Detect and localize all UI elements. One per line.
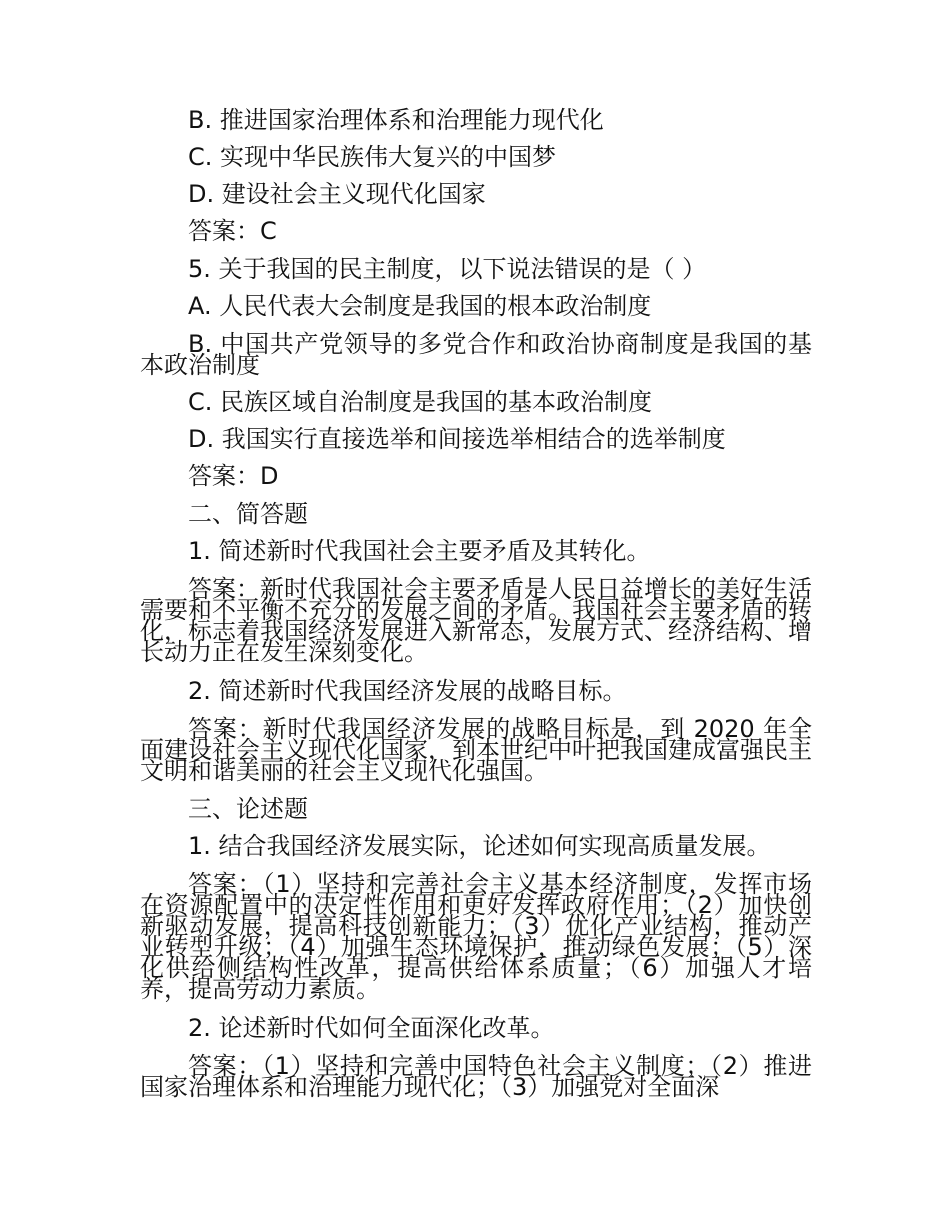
essay-question-2: 2. 论述新时代如何全面深化改革。 [188,1014,555,1042]
short-answer-question-2: 2. 简述新时代我国经济发展的战略目标。 [188,677,627,705]
question-5-option-d: D. 我国实行直接选举和间接选举相结合的选举制度 [188,425,726,453]
short-answer-heading: 二、简答题 [188,500,308,528]
essay-answer-1: 答案：（1）坚持和完善社会主义基本经济制度，发挥市场在资源配置中的决定性作用和更好发挥政府作用；（2）加快创新驱动发展，提高科技创新能力；（3）优化产业结构，推动产业转型升级；（4）加强生态环境保护，推动绿色发展；（5）深化供给侧结构性改革，提高供给体系质量；（6）加强人才培养，提高劳动力素质。 [140,870,812,1003]
essay-heading: 三、论述题 [188,795,308,823]
option-c: C. 实现中华民族伟大复兴的中国梦 [188,143,557,171]
short-answer-answer-1: 答案：新时代我国社会主要矛盾是人民日益增长的美好生活需要和不平衡不充分的发展之间的矛盾。我国社会主要矛盾的转化，标志着我国经济发展进入新常态，发展方式、经济结构、增长动力正在发生深刻变化。 [140,575,812,666]
short-answer-answer-2: 答案：新时代我国经济发展的战略目标是，到 2020 年全面建设社会主义现代化国家，到本世纪中叶把我国建成富强民主文明和谐美丽的社会主义现代化强国。 [140,715,812,785]
question-5-option-a: A. 人民代表大会制度是我国的根本政治制度 [188,292,652,320]
essay-answer-2: 答案：（1）坚持和完善中国特色社会主义制度；（2）推进国家治理体系和治理能力现代化；（3）加强党对全面深 [140,1052,812,1101]
answer: 答案：C [188,217,277,245]
question-5-answer: 答案：D [188,462,279,490]
short-answer-question-1: 1. 简述新时代我国社会主要矛盾及其转化。 [188,537,651,565]
question-5-option-b: B. 中国共产党领导的多党合作和政治协商制度是我国的基本政治制度 [140,330,812,379]
question-5-stem: 5. 关于我国的民主制度，以下说法错误的是（ ） [188,255,707,283]
question-5-option-c: C. 民族区域自治制度是我国的基本政治制度 [188,388,653,416]
essay-question-1: 1. 结合我国经济发展实际，论述如何实现高质量发展。 [188,832,771,860]
option-b: B. 推进国家治理体系和治理能力现代化 [188,106,604,134]
option-d: D. 建设社会主义现代化国家 [188,180,486,208]
